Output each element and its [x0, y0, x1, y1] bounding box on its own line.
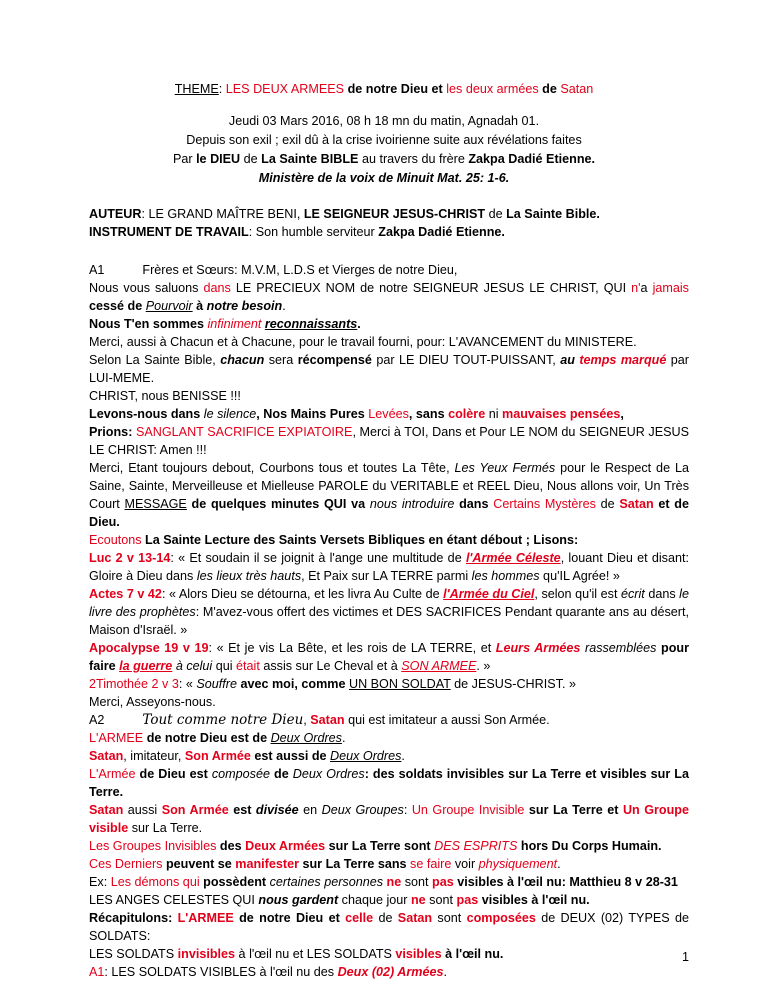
invisible-groups	[89, 837, 689, 855]
t: se faire	[410, 857, 452, 871]
t: par LUI-MEME.	[89, 353, 690, 385]
prayer	[89, 423, 689, 459]
t: Satan	[89, 803, 124, 817]
soldier-types	[89, 945, 689, 963]
salutation	[89, 279, 689, 315]
t: visibles	[395, 947, 442, 961]
t: pour faire	[89, 641, 689, 673]
t: ni	[485, 407, 503, 421]
t: le silence	[203, 407, 257, 421]
t: Satan	[619, 497, 654, 511]
t: nous gardent	[258, 893, 339, 907]
t: et de Dieu.	[89, 497, 690, 529]
main-body	[89, 261, 689, 981]
t: cessé de	[89, 299, 146, 313]
t: reconnaissants	[264, 317, 358, 331]
t: la guerre	[119, 659, 173, 673]
ministry-line: Ministère de la voix de Minuit Mat. 25: 1-6.	[258, 171, 510, 185]
t: Les Yeux Fermés	[454, 461, 556, 475]
gratitude	[89, 315, 689, 333]
t: Deux Ordres	[270, 731, 342, 745]
blessing: CHRIST, nous BENISSE !!!	[89, 389, 241, 403]
t: les lieux très hauts	[196, 569, 302, 583]
t: divisée	[255, 803, 299, 817]
a1-number: A1	[89, 263, 105, 277]
t: de JESUS-CHRIST. »	[450, 677, 576, 691]
author-line	[89, 205, 689, 223]
t: à	[192, 299, 207, 313]
verse-timothee	[89, 675, 689, 693]
theme-part4: les deux armées	[446, 82, 539, 96]
by-a: Par	[172, 152, 197, 166]
t: UN BON SOLDAT	[348, 677, 451, 691]
a2-number: A2	[89, 713, 105, 727]
t: Satan	[89, 749, 124, 763]
t: LES SOLDATS	[89, 947, 178, 961]
t: de Dieu est	[135, 767, 212, 781]
by-e: au travers du frère	[358, 152, 469, 166]
t: hors Du Corps Humain.	[517, 839, 662, 853]
t: : LES SOLDATS VISIBLES à l'œil nu des	[104, 965, 338, 979]
t: DES ESPRITS	[434, 839, 518, 853]
t: Apocalypse 19 v 19	[89, 641, 209, 655]
author-a: : LE GRAND MAÎTRE BENI,	[141, 207, 304, 221]
theme-part1: LES DEUX ARMEES	[225, 82, 345, 96]
theme-part6: Satan	[560, 82, 594, 96]
theme-part3: et	[431, 82, 447, 96]
t: nous introduire	[369, 497, 455, 511]
t: sur La Terre sont	[325, 839, 435, 853]
t: : « Et je vis La Bête, et les rois de LA TERRE, et	[208, 641, 496, 655]
t: voir	[451, 857, 479, 871]
t: L'ARMEE	[89, 731, 144, 745]
t: Un Groupe Invisible	[411, 803, 525, 817]
t: de	[373, 911, 398, 925]
t: Pourvoir	[145, 299, 193, 313]
t: à l'œil nu.	[441, 947, 504, 961]
t: Ces Derniers	[89, 857, 163, 871]
section-a2	[89, 711, 689, 729]
theme-part2: de notre Dieu	[344, 82, 432, 96]
t: Nous T'en sommes	[89, 317, 208, 331]
by-b: le DIEU	[196, 152, 241, 166]
t: de	[269, 767, 293, 781]
t: colère	[448, 407, 486, 421]
t: est aussi de	[250, 749, 331, 763]
t: Leurs Armées	[495, 641, 581, 655]
t: de DEUX (02) TYPES de SOLDATS:	[89, 911, 689, 943]
t: de notre Dieu est de	[143, 731, 271, 745]
t: Satan	[397, 911, 433, 925]
author-d: La Sainte Bible.	[506, 207, 600, 221]
t: Ex:	[89, 875, 111, 889]
t: en	[298, 803, 322, 817]
verse-actes	[89, 585, 689, 639]
t: Levées	[368, 407, 409, 421]
t: Tout comme notre Dieu	[142, 712, 304, 728]
t: celle	[345, 911, 374, 925]
t: est	[228, 803, 256, 817]
t: : «	[178, 677, 197, 691]
a1-greeting: Frères et Sœurs: M.V.M, L.D.S et Vierges de notre Dieu,	[142, 263, 458, 277]
t: ne	[410, 893, 426, 907]
t: certaines personnes	[269, 875, 384, 889]
theme-label: THEME	[174, 82, 219, 96]
t: a	[640, 281, 653, 295]
t: Levons-nous dans	[89, 407, 204, 421]
theme-colon: :	[218, 82, 226, 96]
t: ne	[386, 875, 402, 889]
instrument-a: : Son humble serviteur	[248, 225, 379, 239]
t: dans	[644, 587, 680, 601]
t: dans	[454, 497, 494, 511]
t: sont	[432, 911, 467, 925]
t: à l'œil nu et LES SOLDATS	[235, 947, 396, 961]
t: jamais	[652, 281, 689, 295]
t: .	[557, 857, 561, 871]
t: :	[403, 803, 412, 817]
t: pas	[432, 875, 454, 889]
t: .	[401, 749, 405, 763]
t: Les Groupes Invisibles	[89, 839, 217, 853]
t: , Nos Mains Pures	[256, 407, 369, 421]
t: ,	[620, 407, 624, 421]
satan-orders	[89, 747, 689, 765]
t: .	[443, 965, 447, 979]
t: n'	[631, 281, 641, 295]
t: .	[341, 731, 346, 745]
author-label: AUTEUR	[89, 207, 142, 221]
t: 2Timothée 2 v 3	[89, 677, 179, 691]
t: Merci, Etant toujours debout, Courbons tous et toutes La Tête,	[89, 461, 455, 475]
t: possèdent	[199, 875, 270, 889]
t: chacun	[220, 353, 265, 367]
instrument-label: INSTRUMENT DE TRAVAIL	[89, 225, 249, 239]
t: physiquement	[478, 857, 558, 871]
t: Récapitulons:	[89, 911, 178, 925]
t: récompensé	[297, 353, 372, 367]
verse-luc	[89, 549, 689, 585]
example-demons	[89, 873, 689, 891]
page-number: 1	[681, 950, 689, 964]
date-line: Jeudi 03 Mars 2016, 08 h 18 mn du matin, Agnadah 01.	[228, 114, 540, 128]
celestial-angels	[89, 891, 689, 909]
t: Certains Mystères	[493, 497, 596, 511]
t: Deux (02) Armées	[337, 965, 444, 979]
t: Deux Armées	[245, 839, 326, 853]
t: l'Armée Céleste	[465, 551, 561, 565]
t: , Merci à TOI, Dans et Pour LE NOM du SEIGNEUR JESUS LE CHRIST: Amen !!!	[89, 425, 689, 457]
by-line	[0, 150, 768, 169]
t: était	[236, 659, 260, 673]
t: mauvaises pensées	[502, 407, 621, 421]
author-c: de	[485, 207, 507, 221]
t: .	[282, 299, 286, 313]
t: , louant Dieu et disant: Gloire à Dieu dans	[89, 551, 689, 583]
t: sur La Terre.	[128, 821, 203, 835]
t: Luc 2 v 13-14	[89, 551, 171, 565]
t: MESSAGE	[124, 497, 187, 511]
sit-down: Merci, Asseyons-nous.	[89, 695, 216, 709]
t: L'Armée	[89, 767, 136, 781]
t: sera	[264, 353, 298, 367]
t: peuvent se	[162, 857, 236, 871]
t: pas	[456, 893, 479, 907]
t: de quelques minutes QUI va	[186, 497, 370, 511]
t: Les démons qui	[110, 875, 200, 889]
t: .	[357, 317, 361, 331]
by-f: Zakpa Dadié Etienne.	[468, 152, 596, 166]
t: les hommes	[471, 569, 540, 583]
t: Un Groupe visible	[89, 803, 689, 835]
t: rassemblées	[585, 641, 657, 655]
t: pour le Respect de La Saine, Sainte, Merveilleuse et Mielleuse PAROLE du VERITABLE et REEL Dieu, Nous allons voir, Un Très Court	[89, 461, 690, 511]
t: L'ARMEE	[177, 911, 234, 925]
author-b: LE SEIGNEUR JESUS-CHRIST	[303, 207, 486, 221]
manifest	[89, 855, 689, 873]
t: Deux Ordres	[330, 749, 402, 763]
t: invisibles	[177, 947, 236, 961]
bow-heads	[89, 459, 689, 531]
by-c: de	[240, 152, 262, 166]
rise	[89, 405, 689, 423]
t: sur La Terre et	[524, 803, 623, 817]
t: aussi	[123, 803, 162, 817]
recap	[89, 909, 689, 945]
t: Prions:	[89, 425, 136, 439]
reward	[89, 351, 689, 387]
t: des	[216, 839, 246, 853]
t: au	[560, 353, 580, 367]
subsection-a1	[89, 963, 689, 981]
t: : des soldats invisibles sur La Terre et visibles sur La Terre.	[89, 767, 690, 799]
exile-line: Depuis son exil ; exil dû à la crise ivoirienne suite aux révélations faites	[186, 133, 582, 147]
t: : « Et soudain il se joignit à l'ange une multitude de	[170, 551, 466, 565]
t: , imitateur,	[123, 749, 185, 763]
thanks: Merci, aussi à Chacun et à Chacune, pour le travail fourni, pour: L'AVANCEMENT du MINISTERE.	[89, 335, 637, 349]
t: LES ANGES CELESTES QUI	[89, 893, 259, 907]
t: : « Alors Dieu se détourna, et les livra Au Culte de	[161, 587, 444, 601]
t: , sans	[408, 407, 449, 421]
t: Souffre	[196, 677, 237, 691]
t: l'Armée du Ciel	[443, 587, 535, 601]
verse-apocalypse	[89, 639, 689, 675]
t: assis sur Le Cheval et à	[259, 659, 402, 673]
t: par LE DIEU TOUT-PUISSANT,	[371, 353, 561, 367]
t: LE PRECIEUX NOM de notre SEIGNEUR JESUS LE CHRIST, QUI	[230, 281, 632, 295]
t: composée	[211, 767, 270, 781]
t: Son Armée	[161, 803, 229, 817]
t: Ecoutons	[89, 533, 142, 547]
t: Deux Groupes	[321, 803, 404, 817]
t: Satan	[310, 713, 345, 727]
t: ,	[303, 713, 311, 727]
t: : M'avez-vous offert des victimes et DES SACRIFICES Pendant quarante ans au désert, Maison d'Israël. »	[89, 605, 689, 637]
section-a1-open	[89, 261, 689, 279]
t: Son Armée	[184, 749, 251, 763]
t: infiniment	[207, 317, 262, 331]
t: Selon La Sainte Bible,	[89, 353, 221, 367]
satan-army-composition	[89, 801, 689, 837]
credits	[89, 205, 689, 241]
god-army-composition	[89, 765, 689, 801]
t: qu'IL Agrée! »	[539, 569, 620, 583]
listen	[89, 531, 689, 549]
theme-part5: de	[538, 82, 561, 96]
t: Deux Ordres	[292, 767, 365, 781]
t: , Et Paix sur LA TERRE parmi	[301, 569, 472, 583]
t: sont	[425, 893, 457, 907]
t: visibles à l'œil nu: Matthieu 8 v 28-31	[453, 875, 678, 889]
t: à celui	[175, 659, 213, 673]
theme-line	[0, 80, 768, 99]
t: SANGLANT SACRIFICE EXPIATOIRE	[135, 425, 353, 439]
t: de notre Dieu et	[233, 911, 346, 925]
t: , selon qu'il est	[534, 587, 621, 601]
t: Actes 7 v 42	[89, 587, 162, 601]
t: temps marqué	[579, 353, 667, 367]
army-orders	[89, 729, 689, 747]
t: A1	[89, 965, 105, 979]
t: composées	[466, 911, 536, 925]
t: chaque jour	[338, 893, 411, 907]
t: qui est imitateur a aussi Son Armée.	[344, 713, 550, 727]
t: La Sainte Lecture des Saints Versets Bibliques en étant débout ; Lisons:	[141, 533, 579, 547]
instrument-line	[89, 223, 689, 241]
t: dans	[203, 281, 231, 295]
t: visibles à l'œil nu.	[478, 893, 590, 907]
t: sur La Terre sans	[298, 857, 411, 871]
t: le livre des prophètes	[89, 587, 689, 619]
t: sont	[401, 875, 433, 889]
t: manifester	[235, 857, 299, 871]
t: de	[595, 497, 620, 511]
t: avec moi, comme	[236, 677, 349, 691]
t: écrit	[620, 587, 645, 601]
t: qui	[212, 659, 237, 673]
t: . »	[476, 659, 491, 673]
instrument-b: Zakpa Dadié Etienne.	[378, 225, 505, 239]
by-d: La Sainte BIBLE	[261, 152, 359, 166]
t: SON ARMEE	[401, 659, 477, 673]
t: Nous vous saluons	[89, 281, 204, 295]
t: notre besoin	[206, 299, 283, 313]
